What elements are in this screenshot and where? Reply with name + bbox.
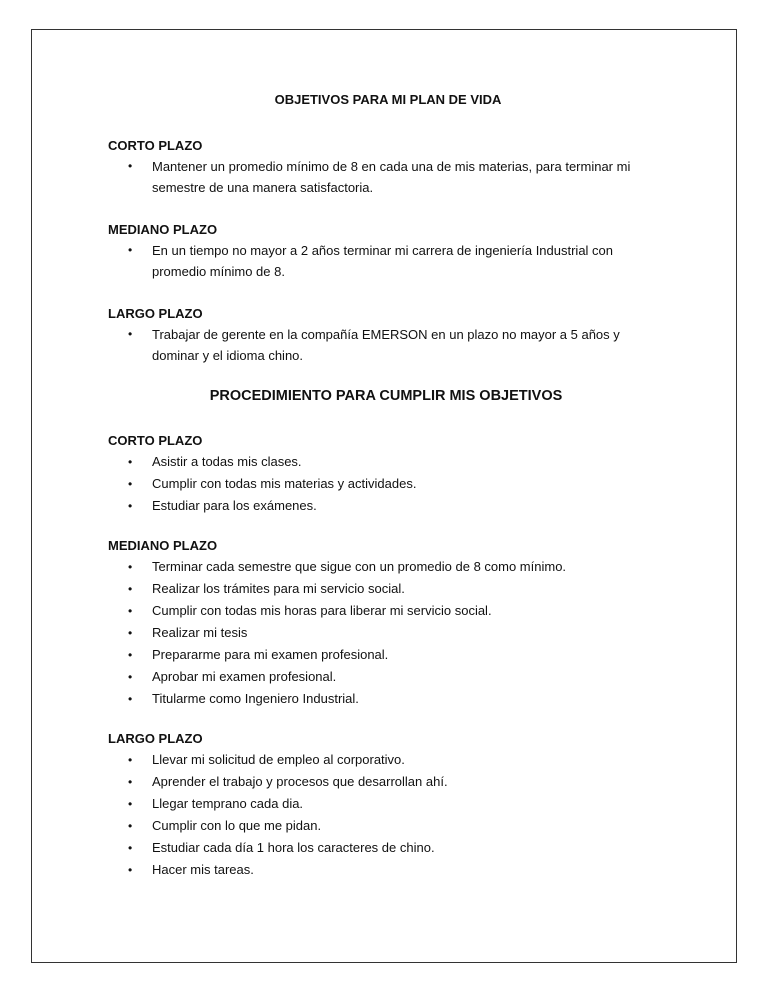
section-heading: CORTO PLAZO — [108, 433, 203, 448]
list-item-text: Mantener un promedio mínimo de 8 en cada una de mis materias, para terminar mi semestre de una manera satisfactoria. — [152, 159, 631, 195]
procedures-list — [108, 431, 668, 881]
section-heading: MEDIANO PLAZO — [108, 222, 218, 237]
bullet-icon: • — [128, 692, 133, 706]
objectives-title: OBJETIVOS PARA MI PLAN DE VIDA — [274, 92, 502, 107]
bullet-icon: • — [128, 499, 133, 513]
bullet-icon: • — [128, 648, 133, 662]
section — [108, 220, 668, 282]
document-body — [108, 92, 668, 900]
list-item — [108, 837, 668, 859]
bullet-icon: • — [128, 159, 133, 173]
section — [108, 536, 668, 710]
bullet-list — [108, 240, 668, 282]
section — [108, 431, 668, 517]
list-item-text: Estudiar cada día 1 hora los caracteres de chino. — [152, 840, 435, 855]
list-item-text: Cumplir con todas mis materias y actividades. — [152, 476, 417, 491]
bullet-icon: • — [128, 582, 133, 596]
list-item-text: Aprobar mi examen profesional. — [152, 669, 337, 684]
list-item — [108, 451, 668, 473]
list-item — [108, 688, 668, 710]
bullet-icon: • — [128, 670, 133, 684]
bullet-icon: • — [128, 477, 133, 491]
bullet-list — [108, 451, 668, 517]
section-heading: LARGO PLAZO — [108, 306, 203, 321]
list-item — [108, 600, 668, 622]
bullet-icon: • — [128, 797, 133, 811]
section — [108, 136, 668, 198]
bullet-list — [108, 749, 668, 881]
bullet-icon: • — [128, 626, 133, 640]
list-item — [108, 859, 668, 881]
list-item-text: Trabajar de gerente en la compañía EMERSON en un plazo no mayor a 5 años y dominar y el idioma chino. — [152, 327, 620, 363]
list-item — [108, 324, 668, 366]
list-item-text: Llegar temprano cada dia. — [152, 796, 304, 811]
list-item-text: Asistir a todas mis clases. — [152, 454, 302, 469]
bullet-icon: • — [128, 841, 133, 855]
list-item-text: Terminar cada semestre que sigue con un promedio de 8 como mínimo. — [152, 559, 567, 574]
list-item — [108, 771, 668, 793]
list-item-text: Cumplir con todas mis horas para liberar mi servicio social. — [152, 603, 492, 618]
section — [108, 304, 668, 366]
section-heading: LARGO PLAZO — [108, 731, 203, 746]
section — [108, 729, 668, 881]
list-item — [108, 556, 668, 578]
list-item — [108, 793, 668, 815]
list-item-text: Aprender el trabajo y procesos que desarrollan ahí. — [152, 774, 448, 789]
bullet-icon: • — [128, 560, 133, 574]
bullet-icon: • — [128, 775, 133, 789]
list-item-text: Titularme como Ingeniero Industrial. — [152, 691, 359, 706]
bullet-icon: • — [128, 604, 133, 618]
list-item — [108, 156, 668, 198]
bullet-icon: • — [128, 863, 133, 877]
list-item — [108, 622, 668, 644]
section-heading: CORTO PLAZO — [108, 138, 203, 153]
bullet-icon: • — [128, 455, 133, 469]
bullet-icon: • — [128, 753, 133, 767]
procedure-title: PROCEDIMIENTO PARA CUMPLIR MIS OBJETIVOS — [209, 388, 563, 404]
list-item — [108, 495, 668, 517]
section-heading: MEDIANO PLAZO — [108, 538, 218, 553]
list-item — [108, 666, 668, 688]
list-item — [108, 644, 668, 666]
bullet-list — [108, 324, 668, 366]
objectives-list — [108, 136, 668, 366]
bullet-icon: • — [128, 243, 133, 257]
list-item — [108, 815, 668, 837]
list-item — [108, 578, 668, 600]
list-item-text: En un tiempo no mayor a 2 años terminar mi carrera de ingeniería Industrial con promedio mínimo de 8. — [152, 243, 614, 279]
bullet-icon: • — [128, 327, 133, 341]
list-item-text: Estudiar para los exámenes. — [152, 498, 317, 513]
bullet-list — [108, 556, 668, 710]
list-item — [108, 473, 668, 495]
list-item-text: Prepararme para mi examen profesional. — [152, 647, 389, 662]
list-item-text: Hacer mis tareas. — [152, 862, 254, 877]
list-item-text: Llevar mi solicitud de empleo al corporativo. — [152, 752, 405, 767]
list-item — [108, 240, 668, 282]
list-item-text: Realizar los trámites para mi servicio social. — [152, 581, 405, 596]
bullet-icon: • — [128, 819, 133, 833]
list-item-text: Cumplir con lo que me pidan. — [152, 818, 322, 833]
bullet-list — [108, 156, 668, 198]
list-item — [108, 749, 668, 771]
list-item-text: Realizar mi tesis — [152, 625, 248, 640]
